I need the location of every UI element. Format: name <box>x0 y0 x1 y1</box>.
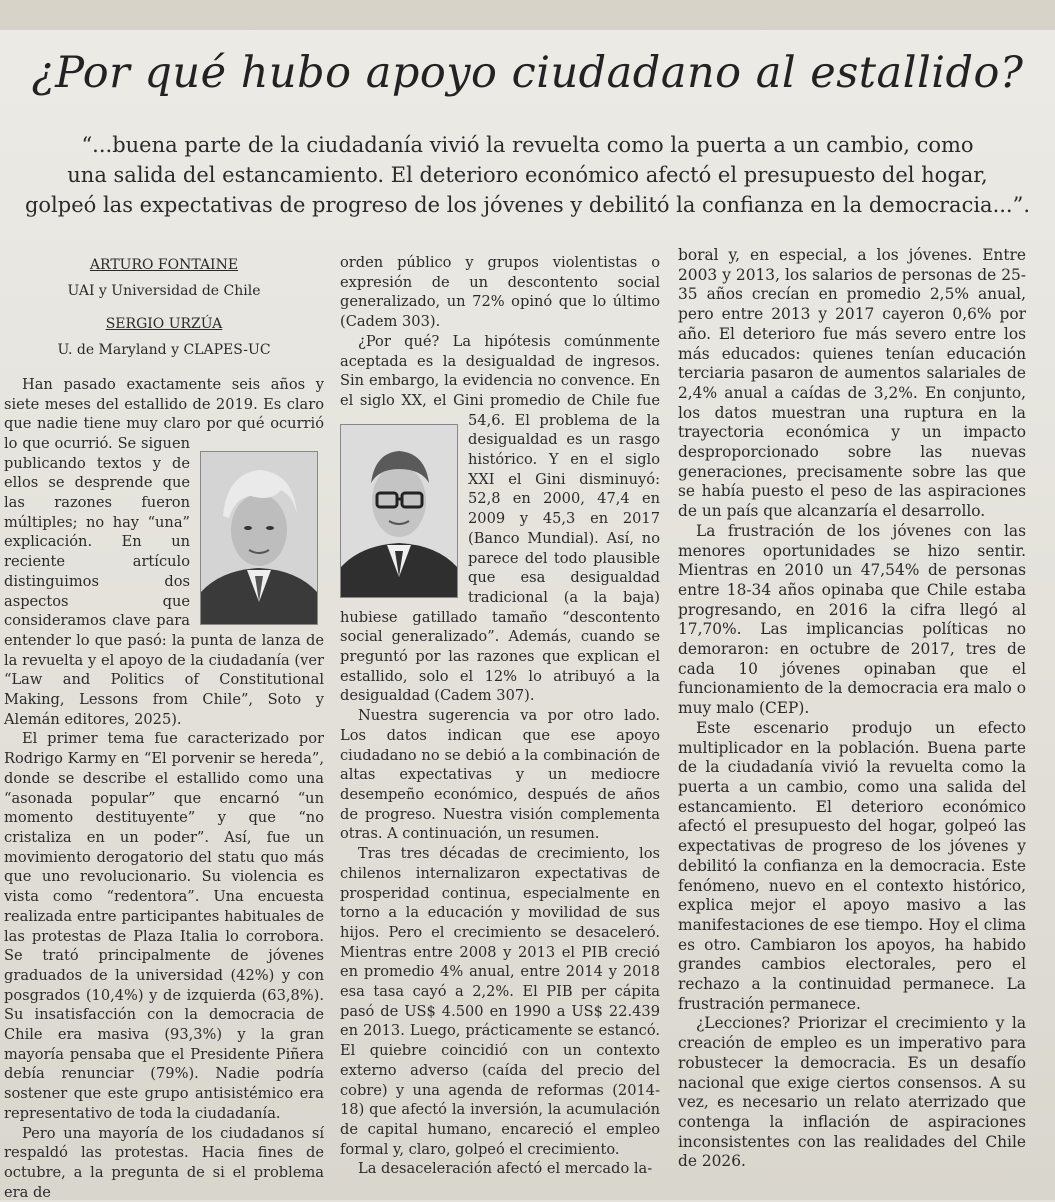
author-affiliation: UAI y Universidad de Chile <box>67 282 261 299</box>
headline: ¿Por qué hubo apoyo ciudadano al estallido? <box>31 48 1024 98</box>
page-top-edge <box>0 0 1055 30</box>
column-3 <box>678 246 1026 1186</box>
paragraph: boral y, en especial, a los jóvenes. Entre 2003 y 2013, los salarios de personas de 25-35 años crecían en promedio 2,5% anual, pero entre 2013 y 2017 cayeron 0,6% por año. El deterioro fue más severo entre los más educados: quienes tenían educación terciaria pasaron de aumentos salariales de 2,4% anual a caídas de 3,2%. En conjunto, los datos muestran una ruptura en la trayectoria económica y un impacto desproporcionado sobre las nuevas generaciones, precisamente sobre las que se había puesto el peso de las aspiraciones de un país que alcanzaría el desarrollo. <box>678 246 1026 521</box>
paragraph: orden público y grupos violentistas o expresión de un descontento social generalizado, un 72% opinó que lo último (Cadem 303). <box>340 254 660 331</box>
paragraph: Pero una mayoría de los ciudadanos sí respaldó las protestas. Hacia fines de octubre, a la pregunta de si el problema era de <box>4 1124 324 1201</box>
author-affiliation: U. de Maryland y CLAPES-UC <box>57 342 271 359</box>
paragraph: Este escenario produjo un efecto multiplicador en la población. Buena parte de la ciudadanía vivió la revuelta como la puerta a un cambio, como una salida del estancamiento. El deterioro económico afectó el presupuesto del hogar, golpeó las expectativas de progreso de los jóvenes y debilitó la confianza en la democracia. Este fenómeno, nuevo en el contexto histórico, explica mejor el apoyo masivo a las manifestaciones de ese tiempo. Hoy el clima es otro. Cambiaron los apoyos, ha habido grandes cambios electorales, pero el rechazo a la continuidad permanece. La frustración permanece. <box>678 718 1026 1013</box>
paragraph: El primer tema fue caracterizado por Rodrigo Karmy en “El porvenir se hereda”, donde se describe el estallido como una “asonada popular” que encarnó “un momento destituyente” y que “no cristaliza en un poder”. Así, fue un movimiento derogatorio del statu quo más que uno revolucionario. Su violencia es vista como “redentora”. Una encuesta realizada entre participantes habituales de las protestas de Plaza Italia lo corrobora. Se trató principalmente de jóvenes graduados de la universidad (42%) y con posgrados (10,4%) y de izquierda (63,8%). Su insatisfacción con la democracia de Chile era masiva (93,3%) y la gran mayoría pensaba que el Presidente Piñera debía renunciar (79%). Nadie podría sostener que este grupo antisistémico era representativo de toda la ciudadanía. <box>4 730 324 1122</box>
pull-quote-line: “...buena parte de la ciudadanía vivió la revuelta como la puerta a un cambio, como <box>81 133 974 157</box>
column-2 <box>340 253 660 1193</box>
paragraph: Nuestra sugerencia va por otro lado. Los datos indican que ese apoyo ciudadano no se debió a la combinación de altas expectativas y un mediocre desempeño económico, después de años de progreso. Nuestra visión complementa otras. A continuación, un resumen. <box>340 707 660 843</box>
author-photo-fontaine <box>200 451 318 625</box>
paragraph: Tras tres décadas de crecimiento, los chilenos internalizaron expectativas de prosperidad continua, especialmente en torno a la educación y movilidad de sus hijos. Pero el crecimiento se desaceleró. Mientras entre 2008 y 2013 el PIB creció en promedio 4% anual, entre 2014 y 2018 esa tasa cayó a 2,2%. El PIB per cápita pasó de US$ 4.500 en 1990 a US$ 22.439 en 2013. Luego, prácticamente se estancó. El quiebre coincidió con un contexto externo adverso (caída del precio del cobre) y una agenda de reformas (2014-18) que afectó la inversión, la acumulación de capital humano, encareció el empleo formal y, claro, golpeó el crecimiento. <box>340 845 660 1158</box>
author-name: ARTURO FONTAINE <box>89 257 239 273</box>
pull-quote <box>0 130 1055 220</box>
author-photo-urzua <box>340 424 458 598</box>
portrait-illustration <box>341 425 457 597</box>
paragraph: ¿Lecciones? Priorizar el crecimiento y la creación de empleo es un imperativo para robustecer la democracia. Es un desafío nacional que exige ciertos consensos. A su vez, es necesario un relato aterrizado que contenga la inflación de aspiraciones inconsistentes con las realidades del Chile de 2026. <box>678 1014 1026 1171</box>
column-1 <box>4 248 324 1201</box>
author-name: SERGIO URZÚA <box>105 316 223 333</box>
portrait-illustration <box>201 452 317 624</box>
paragraph: La frustración de los jóvenes con las menores oportunidades se hizo sentir. Mientras en 2010 un 47,54% de personas entre 18-34 años opinaba que Chile estaba progresando, en 2016 la cifra llegó al 17,70%. Las implicancias políticas no demoraron: en octubre de 2017, tres de cada 10 jóvenes opinaban que el funcionamiento de la democracia era malo o muy malo (CEP). <box>678 521 1026 718</box>
pull-quote-line: golpeó las expectativas de progreso de los jóvenes y debilitó la confianza en la democracia...”. <box>24 193 1031 217</box>
paragraph: ¿Por qué? La hipótesis comúnmente aceptada es la desigualdad de ingresos. Sin embargo, la evidencia no convence. En el siglo XX, el Gini promedio de Chile fue 54,6. El problema de la desigualdad es un rasgo histórico. Y en el siglo XXI el Gini disminuyó: 52,8 en 2000, 47,4 en 2009 y 45,3 en 2017 (Banco Mundial). Así, no parece del todo plausible que esa desigualdad tradicional (a la baja) hubiese gatillado tamaño “descontento social generalizado”. Además, cuando se preguntó por las razones que explican el estallido, solo el 12% lo atribuyó a la desigualdad (Cadem 307). <box>340 332 660 705</box>
paragraph: Han pasado exactamente seis años y siete meses del estallido de 2019. Es claro que nadie tiene muy claro por qué ocurrió lo que ocurrió. Se siguen publicando textos y de ellos se desprende que las razones fueron múltiples; no hay “una” explicación. En un reciente artículo distinguimos dos aspectos que consideramos clave para entender lo que pasó: la punta de lanza de la revuelta y el apoyo de la ciudadanía (ver “Law and Politics of Constitutional Making, Lessons from Chile”, Soto y Alemán editores, 2025). <box>4 375 324 728</box>
paragraph: La desaceleración afectó el mercado la- <box>358 1160 653 1178</box>
pull-quote-line: una salida del estancamiento. El deterioro económico afectó el presupuesto del hogar, <box>67 163 988 187</box>
